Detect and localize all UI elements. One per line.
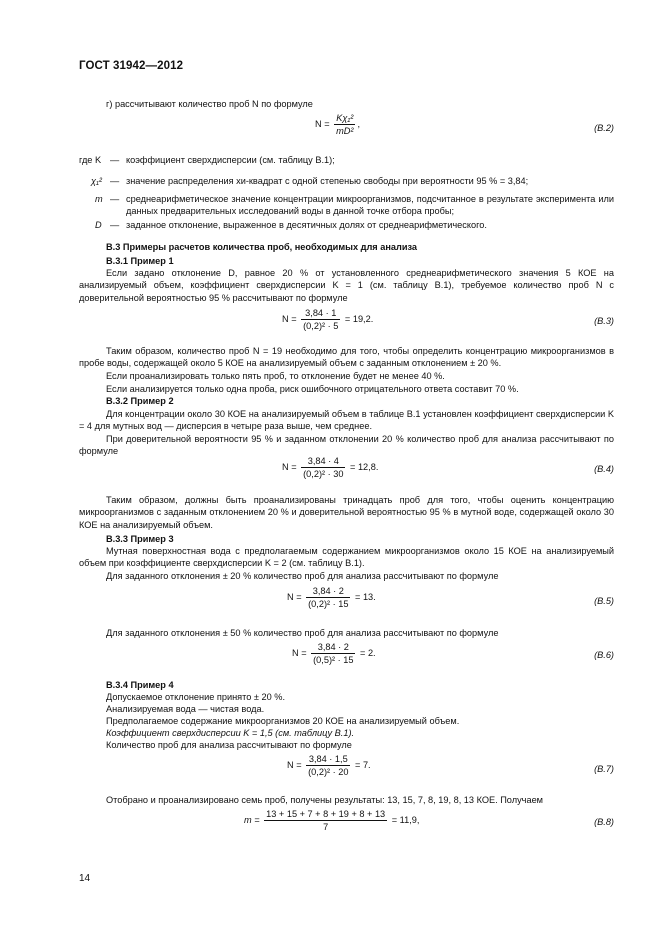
formula-denominator: (0,2)² · 30: [303, 469, 344, 479]
formula-lhs: N =: [282, 461, 297, 472]
formula-numerator: 13 + 15 + 7 + 8 + 19 + 8 + 13: [266, 809, 386, 819]
example-4-line-1: Допускаемое отклонение принято ± 20 %.: [106, 692, 286, 702]
example-2-title: В.3.2 Пример 2: [106, 396, 174, 406]
example-3-para-3: Для заданного отклонения ± 50 % количество проб для анализа рассчитывают по формуле: [106, 628, 499, 638]
formula-numerator: 3,84 · 2: [311, 642, 355, 654]
where-sym-m: m: [95, 194, 103, 204]
page-number: 14: [79, 873, 91, 884]
equation-number-b7: (B.7): [594, 764, 614, 774]
equation-number-b5: (B.5): [594, 596, 614, 606]
formula-b6: [292, 642, 376, 665]
where-sym-d: D: [95, 220, 102, 230]
formula-tail: = 2.: [360, 647, 376, 658]
formula-denominator: mD²: [336, 126, 354, 136]
formula-lhs: N =: [287, 759, 302, 770]
intro-text: г) рассчитывают количество проб N по формуле: [106, 99, 313, 109]
example-1-title: В.3.1 Пример 1: [106, 256, 174, 266]
formula-b5: [287, 586, 376, 609]
example-4-line-3: Предполагаемое содержание микроорганизмов 20 КОЕ на анализируемый объем.: [106, 716, 460, 726]
formula-tail: = 19,2.: [344, 313, 374, 324]
formula-tail: = 12,8.: [350, 461, 379, 472]
where-text-d: заданное отклонение, выраженное в десятичных долях от среднеарифметического.: [126, 220, 487, 230]
formula-denominator: (0,2)² · 20: [308, 767, 349, 777]
formula-numerator: Kχ₁²: [334, 113, 355, 125]
formula-denominator: 7: [323, 822, 329, 832]
formula-b8: [244, 809, 419, 832]
formula-numerator: 3,84 · 1,5: [306, 754, 350, 766]
formula-tail: = 7.: [355, 759, 371, 770]
formula-tail: = 11,9,: [391, 814, 420, 825]
example-3-para-1: Мутная поверхностная вода с предполагаемым содержанием микроорганизмов около 15 КОЕ на анализируемый объем при коэффициенте сверхдисперсии K = 2 (см. таблицу В.1).: [79, 546, 614, 569]
equation-number-b4: (B.4): [594, 464, 614, 474]
example-2-para-3: Таким образом, должны быть проанализированы тринадцать проб для того, чтобы оценить концентрацию микроорганизмов с заданным отклонением 20 % и доверительной вероятностью 95 % в мутной воде, содержащей около 30 КОЕ на анализируемый объем.: [79, 495, 614, 530]
where-text-k: коэффициент сверхдисперсии (см. таблицу В.1);: [126, 155, 335, 165]
where-text-chi: значение распределения хи-квадрат с одной степенью свободы при вероятности 95 % = 3,84;: [126, 176, 529, 186]
example-3-title: В.3.3 Пример 3: [106, 534, 174, 544]
where-dash: —: [110, 176, 120, 186]
formula-tail: = 13.: [355, 591, 376, 602]
section-b3-title: В.3 Примеры расчетов количества проб, необходимых для анализа: [106, 242, 418, 252]
formula-b2: [315, 113, 360, 136]
formula-denominator: (0,2)² · 15: [308, 599, 349, 609]
example-4-para: Отобрано и проанализировано семь проб, получены результаты: 13, 15, 7, 8, 19, 8, 13 КОЕ. Получаем: [106, 795, 543, 805]
where-sym-chi: χ₁²: [91, 176, 102, 186]
formula-numerator: 3,84 · 4: [301, 456, 345, 468]
formula-b7: [287, 754, 371, 777]
formula-lhs: N =: [282, 313, 297, 324]
where-dash: —: [110, 194, 120, 204]
formula-numerator: 3,84 · 2: [306, 586, 350, 598]
equation-number-b6: (B.6): [594, 650, 614, 660]
equation-number-b2: (B.2): [594, 123, 614, 133]
example-1-para-2: Таким образом, количество проб N = 19 необходимо для того, чтобы определить концентрацию микроорганизмов в пробе воды, содержащей около 5 КОЕ на анализируемый объем с заданным отклонением ± 20 %.: [79, 346, 614, 369]
formula-lhs: N =: [287, 591, 302, 602]
example-4-line-5: Количество проб для анализа рассчитывают по формуле: [106, 740, 352, 750]
example-3-para-2: Для заданного отклонения ± 20 % количество проб для анализа рассчитывают по формуле: [106, 571, 499, 581]
example-4-title: В.3.4 Пример 4: [106, 680, 174, 690]
example-2-para-2: При доверительной вероятности 95 % и заданном отклонении 20 % количество проб для анализа рассчитывают по формуле: [79, 434, 614, 457]
where-dash: —: [110, 220, 120, 230]
equation-number-b3: (B.3): [594, 316, 614, 326]
formula-lhs: N =: [292, 647, 307, 658]
example-1-para-3: Если проанализировать только пять проб, то отклонение будет не менее 40 %.: [106, 371, 445, 381]
formula-lhs: m =: [244, 814, 260, 825]
formula-tail: ,: [357, 118, 361, 129]
example-4-line-4: Коэффициент сверхдисперсии K = 1,5 (см. таблицу В.1).: [106, 728, 355, 738]
example-1-para-1: Если задано отклонение D, равное 20 % от установленного среднеарифметического значения 5 КОЕ на анализируемый объем, коэффициент сверхдисперсии K = 1 (см. таблицу В.1), требуемое количество проб N с доверительной вероятностью 95 % рассчитывают по формуле: [79, 268, 614, 303]
formula-b3: [282, 308, 373, 331]
equation-number-b8: (B.8): [594, 817, 614, 827]
formula-denominator: (0,5)² · 15: [313, 655, 354, 665]
where-text-m: среднеарифметическое значение концентрации микроорганизмов, подсчитанное в результате эксперимента или данных предварительных исследований воды в данной точке отбора пробы;: [126, 194, 614, 217]
formula-lhs: N =: [315, 118, 330, 129]
where-dash: —: [110, 155, 120, 165]
example-2-para-1: Для концентрации около 30 КОЕ на анализируемый объем в таблице В.1 установлен коэффициент сверхдисперсии K = 4 для мутных вод — дисперсия в четыре раза выше, чем среднее.: [79, 409, 614, 432]
example-1-para-4: Если анализируется только одна проба, риск ошибочного отрицательного ответа составит 70 %.: [106, 384, 519, 394]
example-4-line-2: Анализируемая вода — чистая вода.: [106, 704, 265, 714]
page-header: ГОСТ 31942—2012: [79, 60, 184, 72]
formula-numerator: 3,84 · 1: [301, 308, 340, 320]
where-sym-k: где K: [79, 155, 102, 165]
formula-denominator: (0,2)² · 5: [303, 321, 339, 331]
formula-b4: [282, 456, 378, 479]
